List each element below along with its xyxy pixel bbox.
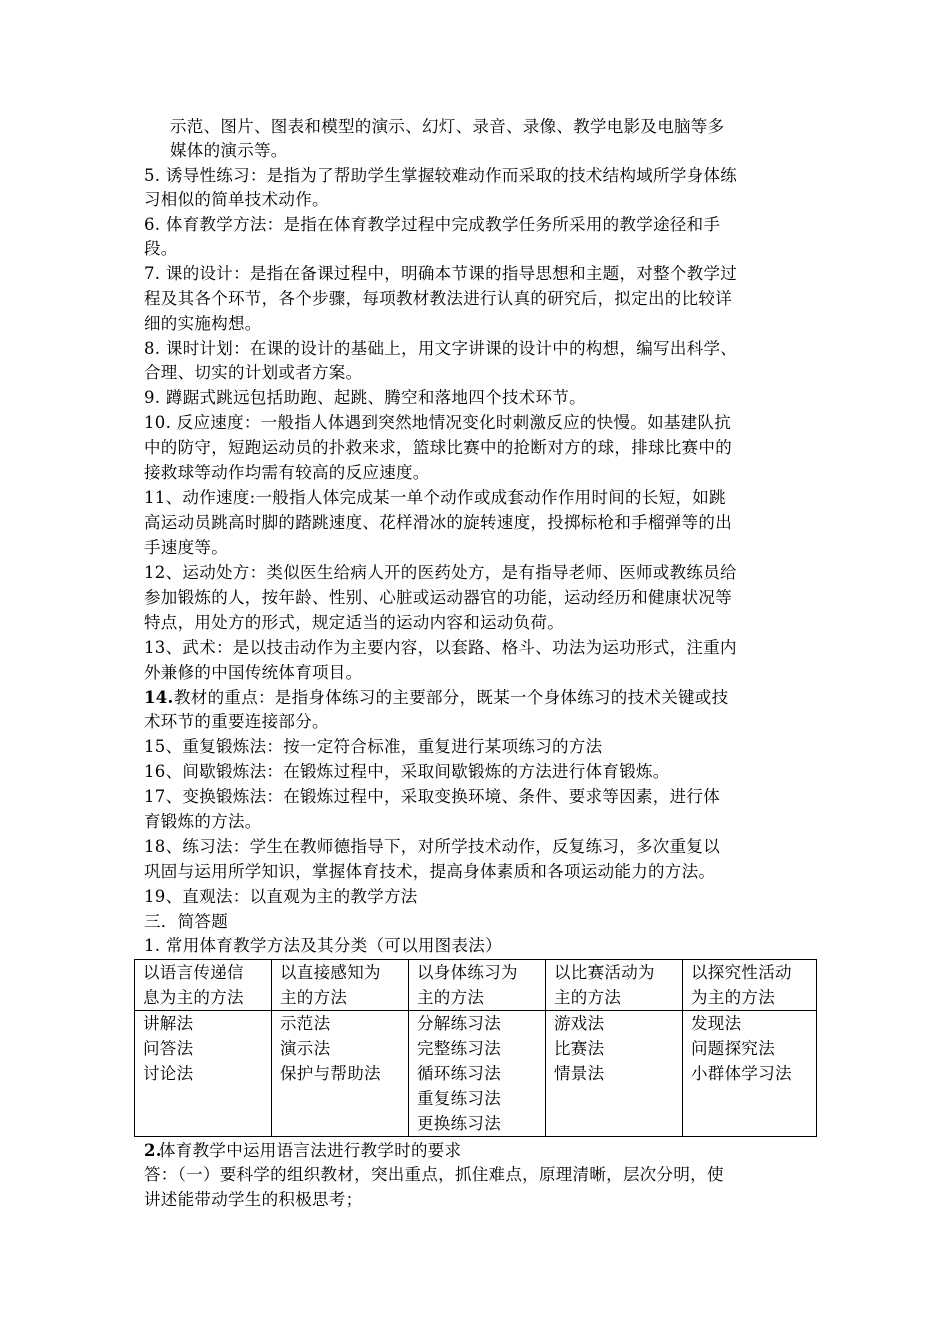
- text-line: 18、练习法：学生在教师德指导下，对所学技术动作，反复练习，多次重复以: [144, 837, 720, 856]
- text-line: 育锻炼的方法。: [144, 812, 262, 831]
- table-header-cell: 以身体练习为 主的方法: [409, 960, 546, 1011]
- text-line: 9. 蹲踞式跳远包括助跑、起跳、腾空和落地四个技术环节。: [144, 388, 586, 407]
- text-line: 7. 课的设计：是指在备课过程中，明确本节课的指导思想和主题，对整个教学过: [144, 264, 738, 283]
- item-number: 2.: [144, 1141, 162, 1160]
- text-line: 参加锻炼的人，按年龄、性别、心脏或运动器官的功能，运动经历和健康状况等: [144, 588, 732, 607]
- question-title: 体育教学中运用语言法进行教学时的要求: [159, 1141, 462, 1160]
- table-header-row: [135, 960, 817, 1011]
- text-line: 示范、图片、图表和模型的演示、幻灯、录音、录像、教学电影及电脑等多: [170, 117, 725, 136]
- text-line: 13、武术：是以技击动作为主要内容，以套路、格斗、功法为运功形式，注重内: [144, 638, 737, 657]
- text-line: 术环节的重要连接部分。: [144, 712, 329, 731]
- table-cell: 示范法 演示法 保护与帮助法: [272, 1011, 409, 1137]
- text-line: 5. 诱导性练习：是指为了帮助学生掌握较难动作而采取的技术结构域所学身体练: [144, 166, 738, 185]
- text-line: 手速度等。: [144, 538, 228, 557]
- text-line: 15、重复锻炼法：按一定符合标准，重复进行某项练习的方法: [144, 737, 603, 756]
- teaching-methods-table: [134, 959, 817, 1137]
- table-header-cell: 以比赛活动为 主的方法: [546, 960, 683, 1011]
- table-cell: 游戏法 比赛法 情景法: [546, 1011, 683, 1137]
- text-line: 19、直观法：以直观为主的教学方法: [144, 887, 418, 906]
- text-line: 讲述能带动学生的积极思考；: [144, 1190, 363, 1209]
- text-line: 接救球等动作均需有较高的反应速度。: [144, 463, 430, 482]
- text-line: 11、动作速度:一般指人体完成某一单个动作或成套动作作用时间的长短，如跳: [144, 488, 726, 507]
- text-line: 8. 课时计划：在课的设计的基础上，用文字讲课的设计中的构想，编写出科学、: [144, 339, 738, 358]
- text-line: 细的实施构想。: [144, 314, 262, 333]
- text-line: 答：（一）要科学的组织教材，突出重点，抓住难点，原理清晰，层次分明，使: [144, 1165, 724, 1184]
- text-line: 合理、切实的计划或者方案。: [144, 363, 363, 382]
- item-number: 14.: [144, 688, 174, 707]
- text-line: 6. 体育教学方法：是指在体育教学过程中完成教学任务所采用的教学途径和手: [144, 215, 721, 234]
- text-line: 10. 反应速度：一般指人体遇到突然地情况变化时刺激反应的快慢。如基建队抗: [144, 413, 732, 432]
- table-cell: 讲解法 问答法 讨论法: [135, 1011, 272, 1137]
- section-heading: 三．简答题: [144, 912, 228, 931]
- table-row: [135, 1011, 817, 1137]
- table-cell: 分解练习法 完整练习法 循环练习法 重复练习法 更换练习法: [409, 1011, 546, 1137]
- question-title: 1. 常用体育教学方法及其分类（可以用图表法）: [144, 936, 502, 955]
- text-line: 17、变换锻炼法：在锻炼过程中，采取变换环境、条件、要求等因素，进行体: [144, 787, 720, 806]
- text-line: 中的防守，短跑运动员的扑救来求，篮球比赛中的抢断对方的球，排球比赛中的: [144, 438, 732, 457]
- text-line: 程及其各个环节，各个步骤，每项教材教法进行认真的研究后，拟定出的比较详: [144, 289, 732, 308]
- text-line: 特点，用处方的形式，规定适当的运动内容和运动负荷。: [144, 613, 564, 632]
- table-header-cell: 以语言传递信 息为主的方法: [135, 960, 272, 1011]
- text-line: 外兼修的中国传统体育项目。: [144, 663, 363, 682]
- text-line: 媒体的演示等。: [170, 141, 288, 160]
- table-header-cell: 以探究性活动 为主的方法: [683, 960, 817, 1011]
- text-line: 段。: [144, 239, 178, 258]
- table-cell: 发现法 问题探究法 小群体学习法: [683, 1011, 817, 1137]
- text-line: 习相似的简单技术动作。: [144, 190, 329, 209]
- table-header-cell: 以直接感知为 主的方法: [272, 960, 409, 1011]
- text-line: 16、间歇锻炼法：在锻炼过程中，采取间歇锻炼的方法进行体育锻炼。: [144, 762, 670, 781]
- text-line: 教材的重点：是指身体练习的主要部分，既某一个身体练习的技术关键或技: [174, 688, 729, 707]
- text-line: 12、运动处方：类似医生给病人开的医药处方，是有指导老师、医师或教练员给: [144, 563, 737, 582]
- text-line: 高运动员跳高时脚的踏跳速度、花样滑冰的旋转速度，投掷标枪和手榴弹等的出: [144, 513, 732, 532]
- text-line: 巩固与运用所学知识，掌握体育技术，提高身体素质和各项运动能力的方法。: [144, 862, 716, 881]
